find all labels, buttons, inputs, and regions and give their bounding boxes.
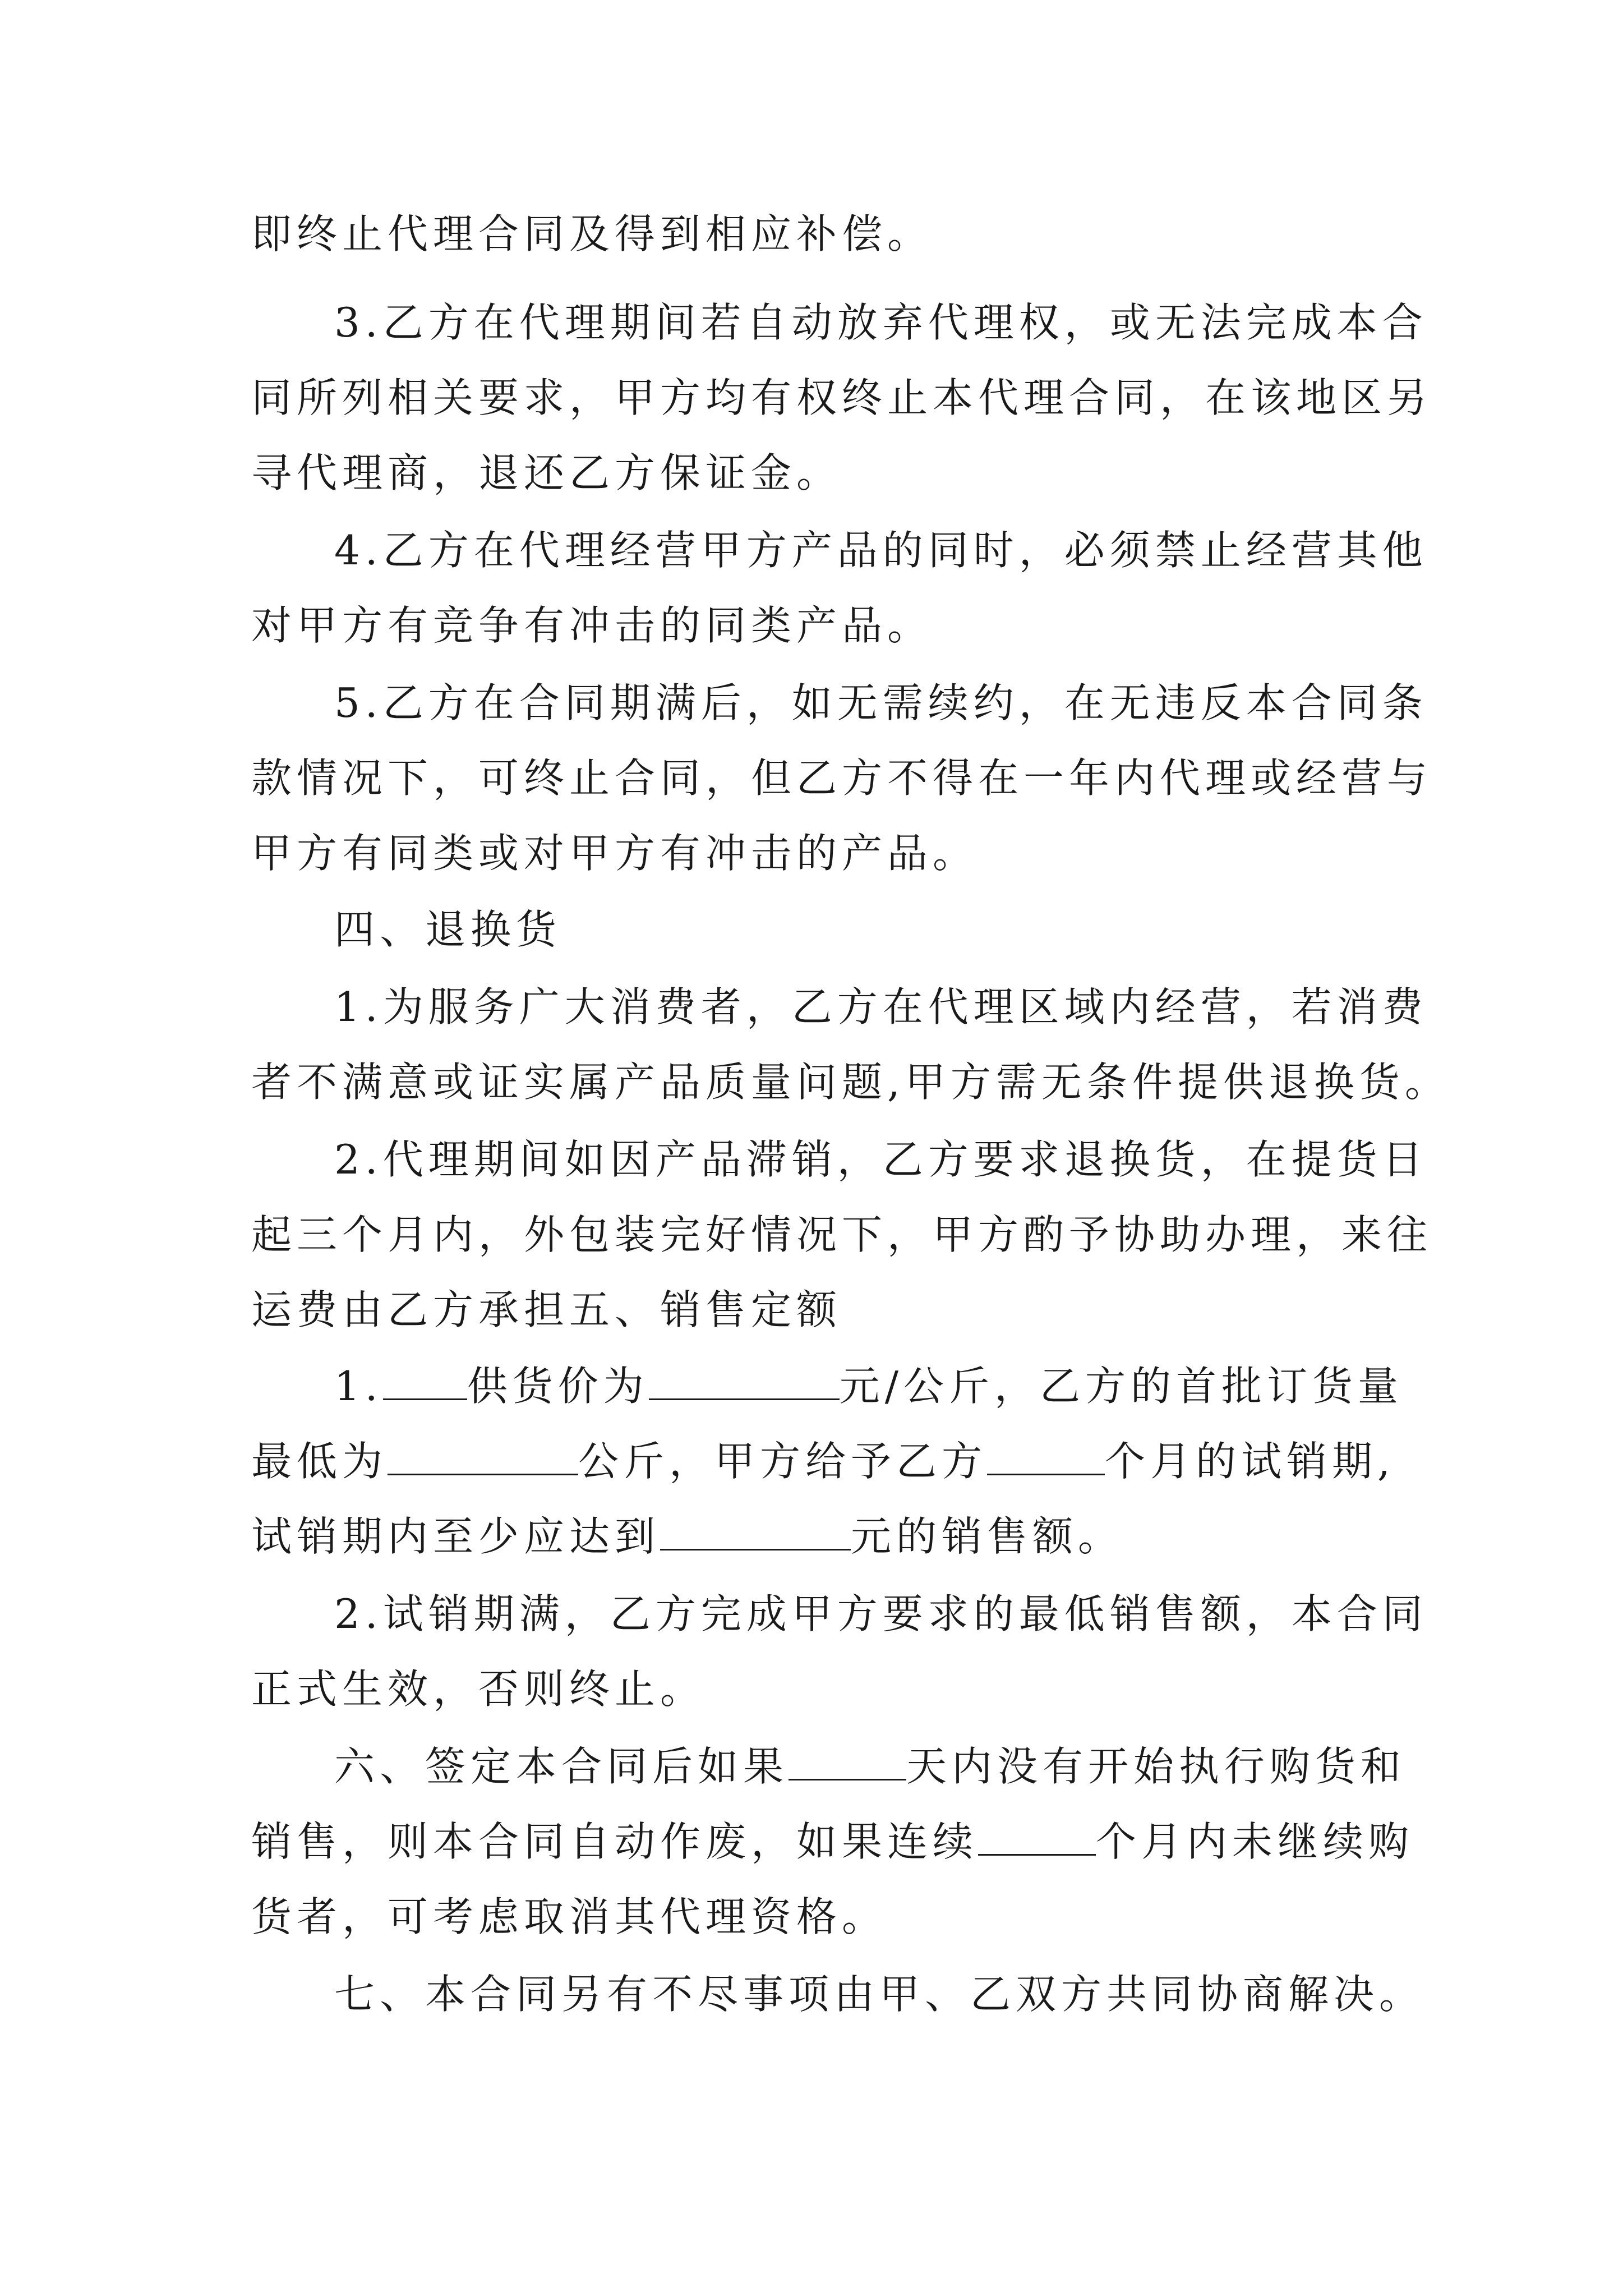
paragraph-line: 者不满意或证实属产品质量问题,甲方需无条件提供退换货。 <box>251 1059 1450 1106</box>
quota-line-2 <box>251 1436 1395 1487</box>
text-segment: 销售，则本合同自动作废，如果连续 <box>251 1818 979 1865</box>
fill-blank[interactable] <box>987 1439 1105 1475</box>
paragraph-line: 七、本合同另有不尽事项由甲、乙双方共同协商解决。 <box>334 1971 1425 2018</box>
text-segment: 公斤，甲方给予乙方 <box>578 1438 988 1485</box>
fill-blank[interactable] <box>649 1364 840 1400</box>
paragraph-line: 货者，可考虑取消其代理资格。 <box>251 1893 888 1940</box>
text-segment: 天内没有开始执行购货和 <box>906 1743 1407 1790</box>
paragraph-line: 寻代理商，退还乙方保证金。 <box>251 449 842 496</box>
fill-blank[interactable] <box>660 1514 851 1550</box>
fill-blank[interactable] <box>383 1364 467 1400</box>
text-segment: 个月的试销期, <box>1105 1438 1395 1485</box>
text-segment: 试销期内至少应达到 <box>251 1513 661 1560</box>
fill-blank[interactable] <box>978 1819 1096 1856</box>
paragraph-line: 2.试销期满，乙方完成甲方要求的最低销售额，本合同 <box>334 1590 1428 1637</box>
paragraph-line: 5.乙方在合同期满后，如无需续约，在无违反本合同条 <box>334 679 1428 726</box>
paragraph-line: 4.乙方在代理经营甲方产品的同时，必须禁止经营其他 <box>334 527 1428 574</box>
quota-line-1 <box>334 1361 1403 1411</box>
text-segment: 最低为 <box>251 1438 388 1485</box>
clause-6-line-2 <box>251 1816 1414 1867</box>
paragraph-line: 同所列相关要求，甲方均有权终止本代理合同，在该地区另 <box>251 374 1433 421</box>
text-segment: 1. <box>334 1363 383 1410</box>
text-segment: 元的销售额。 <box>851 1513 1124 1560</box>
text-segment: 六、签定本合同后如果 <box>334 1743 789 1790</box>
paragraph-line: 2.代理期间如因产品滞销，乙方要求退换货，在提货日 <box>334 1136 1428 1183</box>
paragraph-line: 对甲方有竞争有冲击的同类产品。 <box>251 602 933 649</box>
text-segment: 元/公斤，乙方的首批订货量 <box>839 1363 1403 1410</box>
paragraph-line: 即终止代理合同及得到相应补偿。 <box>251 210 933 257</box>
paragraph-line: 3.乙方在代理期间若自动放弃代理权，或无法完成本合 <box>334 299 1428 346</box>
paragraph-line: 款情况下，可终止合同，但乙方不得在一年内代理或经营与 <box>251 754 1433 802</box>
paragraph-line: 甲方有同类或对甲方有冲击的产品。 <box>251 830 979 877</box>
quota-line-3 <box>251 1511 1123 1562</box>
text-segment: 供货价为 <box>467 1363 649 1410</box>
paragraph-line: 起三个月内，外包装完好情况下，甲方酌予协助办理，来往 <box>251 1211 1433 1258</box>
fill-blank[interactable] <box>388 1439 578 1475</box>
text-segment: 个月内未继续购 <box>1096 1818 1414 1865</box>
paragraph-line: 运费由乙方承担五、销售定额 <box>251 1286 842 1333</box>
paragraph-line: 1.为服务广大消费者，乙方在代理区域内经营，若消费 <box>334 983 1428 1030</box>
paragraph-line: 正式生效，否则终止。 <box>251 1665 706 1713</box>
clause-6-line-1 <box>334 1741 1406 1792</box>
fill-blank[interactable] <box>789 1744 906 1780</box>
section-heading: 四、退换货 <box>334 906 562 953</box>
